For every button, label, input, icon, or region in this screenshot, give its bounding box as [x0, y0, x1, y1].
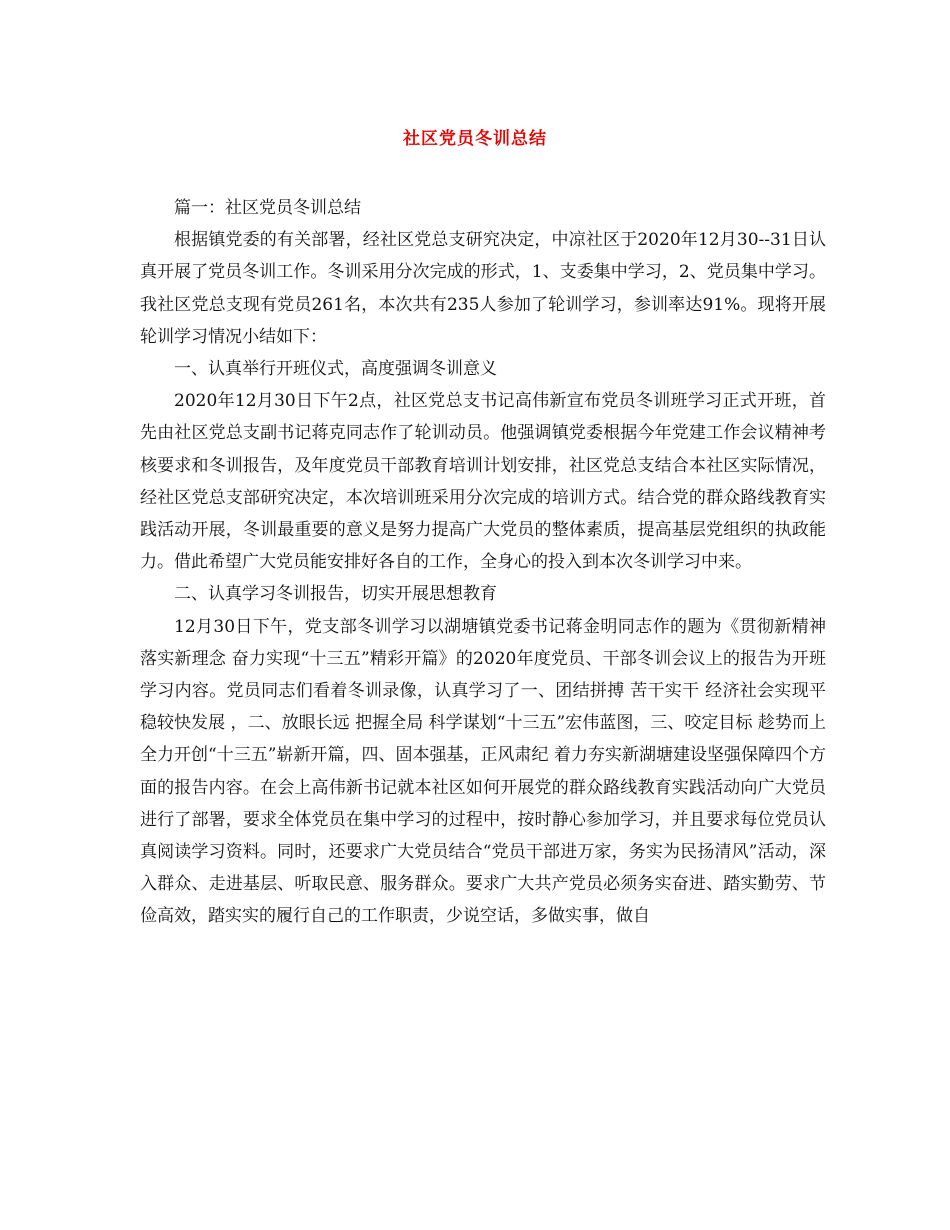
section-heading: 篇一：社区党员冬训总结 [174, 198, 361, 218]
section-heading: 二、认真学习冬训报告，切实开展思想教育 [174, 584, 497, 605]
document-title: 社区党员冬训总结 [403, 129, 547, 149]
body-paragraph: 12月30日下午，党支部冬训学习以湖塘镇党委书记蒋金明同志作的题为《贯彻新精神 落实新理念 奋力实现“十三五”精彩开篇》的2020年度党员、干部冬训会议上的报告为开班学习内容。党员同志们看着冬训录像，认真学习了一、团结拼搏 苦干实干 经济社会实现平稳较快发展 ，二、放眼长远 把握全局 科学谋划“十三五”宏伟蓝图，三、咬定目标 趁势而上 全力开创“十三五”崭新开篇，四、固本强基，正风肃纪 着力夯实新湖塘建设坚强保障四个方面的报告内容。在会上高伟新书记就本社区如何开展党的群众路线教育实践活动向广大党员进行了部署，要求全体党员在集中学习的过程中，按时静心参加学习，并且要求每位党员认真阅读学习资料。同时，还要求广大党员结合“党员干部进万家，务实为民扬清风”活动，深入群众、走进基层、听取民意、服务群众。要求广大共产党员必须务实奋进、踏实勤劳、节俭高效，踏实实的履行自己的工作职责，少说空话，多做实事，做自 [140, 616, 826, 927]
section-heading: 一、认真举行开班仪式，高度强调冬训意义 [174, 359, 497, 380]
body-paragraph: 根据镇党委的有关部署，经社区党总支研究决定，中凉社区于2020年12月30--31日认真开展了党员冬训工作。冬训采用分次完成的形式，1、支委集中学习，2、党员集中学习。我社区党总支现有党员261名，本次共有235人参加了轮训学习，参训率达91%。现将开展轮训学习情况小结如下： [140, 230, 826, 347]
document-body [140, 192, 826, 933]
body-paragraph: 2020年12月30日下午2点，社区党总支书记高伟新宣布党员冬训班学习正式开班，首先由社区党总支副书记蒋克同志作了轮训动员。他强调镇党委根据今年党建工作会议精神考核要求和冬训报告，及年度党员干部教育培训计划安排，社区党总支结合本社区实际情况，经社区党总支部研究决定，本次培训班采用分次完成的培训方式。结合党的群众路线教育实践活动开展，冬训最重要的意义是努力提高广大党员的整体素质，提高基层党组织的执政能力。借此希望广大党员能安排好各自的工作，全身心的投入到本次冬训学习中来。 [140, 391, 826, 573]
